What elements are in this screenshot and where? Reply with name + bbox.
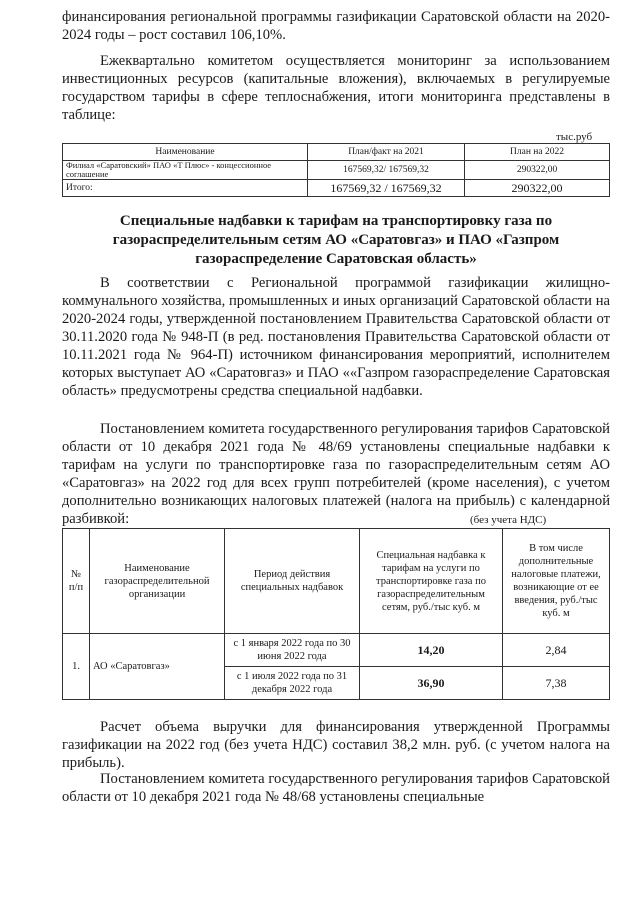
table-cell: Итого: xyxy=(63,180,308,197)
table-header: Наименование газораспределительной организации xyxy=(90,529,225,634)
table-header-row xyxy=(63,144,610,161)
table-cell: 2,84 xyxy=(503,634,610,667)
monitoring-paragraph: Ежеквартально комитетом осуществляется мониторинг за использованием инвестиционных ресурсов (капитальные вложения), включаемых в регулируемые государством тарифы в сфере теплоснабжения, итоги мониторинга представлены в таблице: xyxy=(62,53,610,123)
investment-table xyxy=(62,143,610,197)
table-header: Период действия специальных надбавок xyxy=(225,529,360,634)
markup-table xyxy=(62,528,610,700)
table2-note: (без учета НДС) xyxy=(470,514,547,526)
table-header: Наименование xyxy=(63,144,308,161)
table-cell: 290322,00 xyxy=(465,180,610,197)
table-header: План на 2022 xyxy=(465,144,610,161)
table-cell: 290322,00 xyxy=(465,161,610,180)
table-cell: 167569,32 / 167569,32 xyxy=(308,180,465,197)
table-row xyxy=(63,180,610,197)
table-cell: 167569,32/ 167569,32 xyxy=(308,161,465,180)
table-cell: АО «Саратовгаз» xyxy=(90,634,225,700)
table-header: В том числе дополнительные налоговые платежи, возникающие от ее введения, руб./тыс куб. м xyxy=(503,529,610,634)
table-cell: 1. xyxy=(63,634,90,700)
table-row xyxy=(63,634,610,667)
table-cell: с 1 января 2022 года по 30 июня 2022 года xyxy=(225,634,360,667)
table-row xyxy=(63,161,610,180)
closing-paragraph-2: Постановлением комитета государственного регулирования тарифов Саратовской области от 10 декабря 2021 года № 48/68 установлены специальные xyxy=(62,771,610,805)
section-paragraph-2: Постановлением комитета государственного регулирования тарифов Саратовской области от 10 декабря 2021 года № 48/69 установлены специальные надбавки к тарифам на услуги по транспортировке газа по газораспределительным сетям АО «Саратовгаз» на 2022 год для всех групп потребителей (кроме населения), с учетом дополнительно возникающих налоговых платежей (налога на прибыль) с календарной разбивкой: xyxy=(62,421,610,527)
table-header: Специальная надбавка к тарифам на услуги по транспортировке газа по газораспределительным сетям, руб./тыс куб. м xyxy=(360,529,503,634)
section-paragraph-1: В соответствии с Региональной программой газификации жилищно-коммунального хозяйства, промышленных и иных организаций Саратовской области на 2020-2024 годы, утвержденной постановлением Правительства Саратовской области от 30.11.2020 года № 948-П (в ред. постановления Правительства Саратовской области от 10.11.2021 года № 964-П) источником финансирования мероприятий, исполнителем которых выступает АО «Саратовгаз» и ПАО ««Газпром газораспределение Саратовская область» предусмотрены средства специальной надбавки. xyxy=(62,275,610,399)
table1-unit: тыс.руб xyxy=(556,131,593,143)
table-cell: Филиал «Саратовский» ПАО «Т Плюс» - концессионное соглашение xyxy=(63,161,308,180)
closing-paragraph-1: Расчет объема выручки для финансирования утвержденной Программы газификации на 2022 год (без учета НДС) составил 38,2 млн. руб. (с учетом налога на прибыль). xyxy=(62,719,610,771)
intro-line: финансирования региональной программы газификации Саратовской области на 2020-2024 годы – рост составил 106,10%. xyxy=(62,9,610,43)
table-cell: 7,38 xyxy=(503,667,610,700)
table-header-row xyxy=(63,529,610,634)
table-cell: с 1 июля 2022 года по 31 декабря 2022 года xyxy=(225,667,360,700)
table-header: № п/п xyxy=(63,529,90,634)
table-cell: 14,20 xyxy=(360,634,503,667)
section-title: Специальные надбавки к тарифам на транспортировку газа по газораспределительным сетям АО «Саратовгаз» и ПАО «Газпром газораспределение Саратовская область» xyxy=(112,213,560,267)
table-cell: 36,90 xyxy=(360,667,503,700)
table-header: План/факт на 2021 xyxy=(308,144,465,161)
